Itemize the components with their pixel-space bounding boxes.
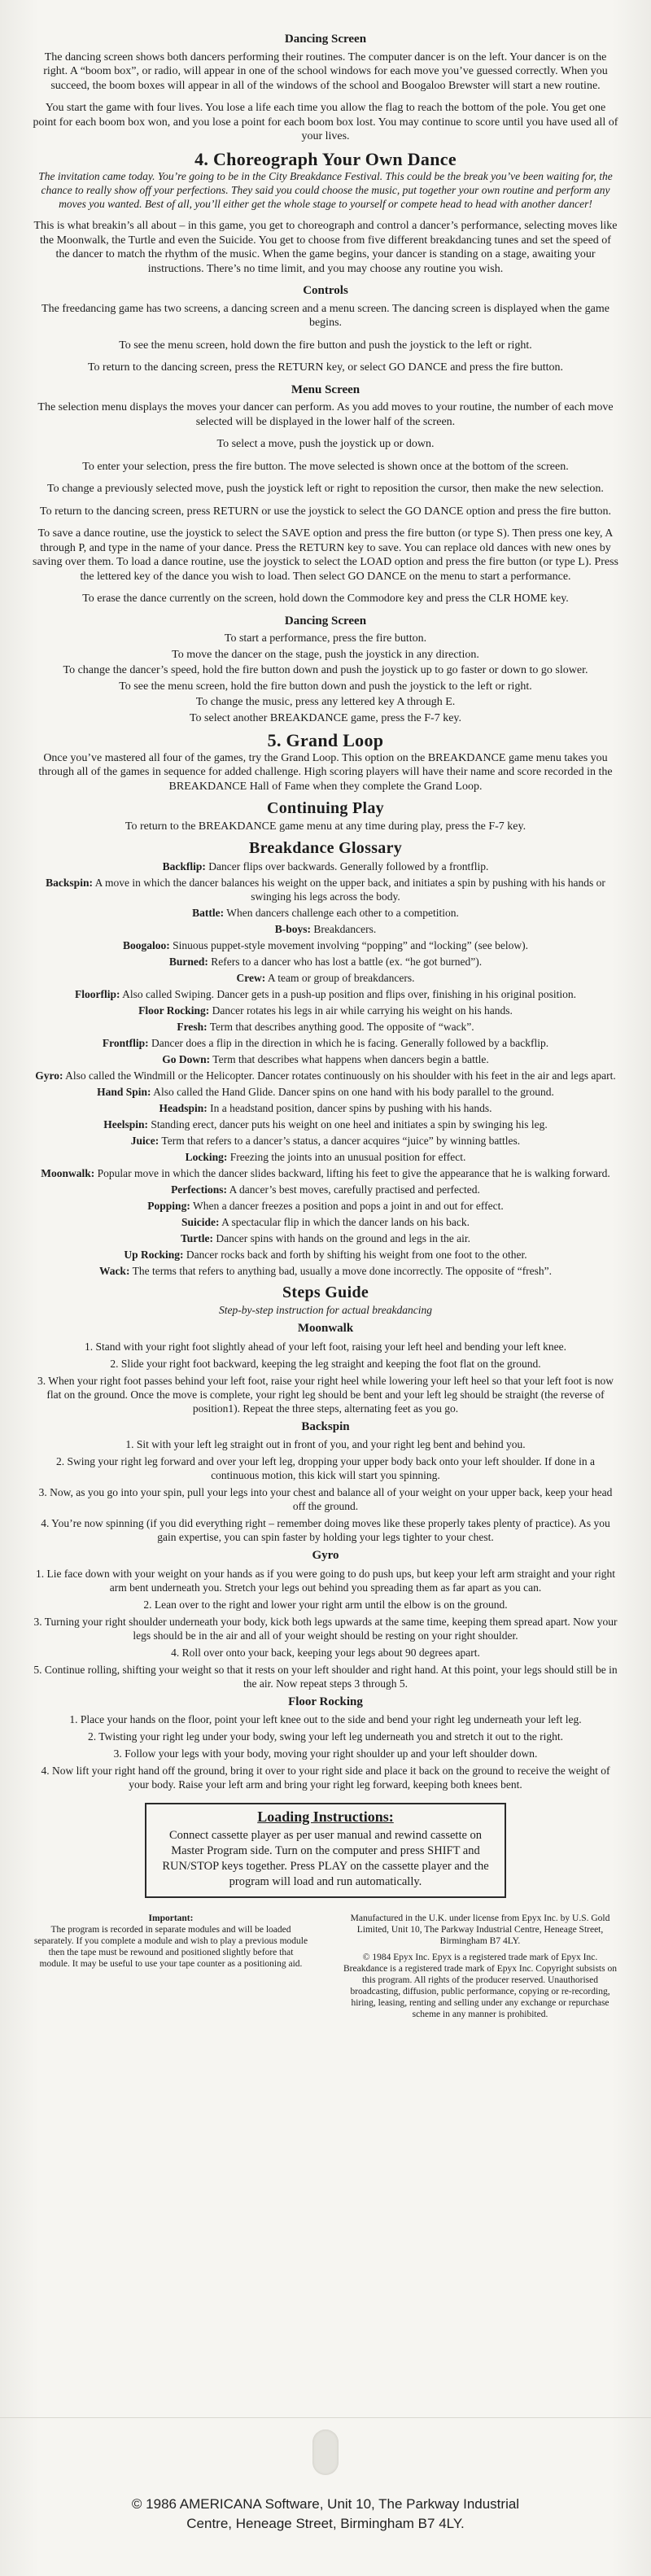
glossary-term: Boogaloo: (123, 938, 170, 951)
glossary-term: Locking: (185, 1150, 228, 1163)
glossary-definition: The terms that refers to anything bad, usually a move done incorrectly. The opposite of “fresh”. (129, 1264, 553, 1277)
glossary-definition: Dancer rocks back and forth by shifting his weight from one foot to the other. (183, 1248, 527, 1261)
glossary-entry (33, 938, 618, 952)
paragraph: To change a previously selected move, push the joystick left or right to reposition the cursor, then make the new selection. (47, 483, 604, 495)
glossary-entry (33, 1183, 618, 1196)
paragraph: To change the music, press any lettered key A through E. (195, 696, 456, 708)
legal-text-2: © 1984 Epyx Inc. Epyx is a registered trade mark of Epyx Inc. Breakdance is a registered trade mark of Epyx Inc. Copyright subsists on this program. All rights of the producer reserved. Unauthorised broadcasting, diffusion, public performance, copying or re-recording, hiring, leasing, renting and selling under any exchange or repurchase scheme in any manner is prohibited. (343, 1953, 617, 2019)
glossary-term: Go Down: (162, 1052, 211, 1065)
glossary-term: Burned: (168, 955, 208, 968)
glossary-entry (33, 922, 618, 936)
glossary-entry (33, 859, 618, 873)
heading-moonwalk: Moonwalk (297, 1322, 354, 1335)
section-continuing-play (33, 799, 618, 833)
glossary-term: Backflip: (162, 859, 206, 873)
step-item: 3. Now, as you go into your spin, pull your legs into your chest and balance all of your weight on your upper back, keep your head off the ground. (38, 1486, 613, 1512)
step-item: 3. Turning your right shoulder underneath your body, kick both legs upwards at the same time, keeping them spread apart. Now your legs should be in the air and all of your weight should be resting on your right shoulder. (33, 1615, 618, 1642)
glossary-term: Heelspin: (103, 1117, 148, 1131)
paragraph: To return to the dancing screen, press the RETURN key, or select GO DANCE and press the fire button. (87, 361, 563, 374)
heading-gyro: Gyro (312, 1549, 339, 1562)
paragraph: The freedancing game has two screens, a dancing screen and a menu screen. The dancing screen is displayed when the game begins. (42, 302, 609, 329)
step-item: 1. Lie face down with your weight on your hands as if you were going to do push ups, but keep your left arm straight and your right arm bent underneath you. Stretch your legs out behind you spreading them as far apart as you can. (36, 1567, 615, 1594)
fold-line (0, 2417, 651, 2418)
paragraph: To change the dancer’s speed, hold the fire button down and push the joystick up to go faster or down to go slower. (63, 664, 588, 676)
copyright-footer (0, 2495, 651, 2534)
glossary-definition: A move in which the dancer balances his weight on the upper back, and initiates a spin by pushing with his hands or swinging his legs across the body. (92, 876, 605, 903)
heading-floor-rocking: Floor Rocking (288, 1695, 363, 1708)
glossary-definition: Standing erect, dancer puts his weight on one heel and initiates a spin by swinging his leg. (147, 1117, 548, 1131)
glossary-entry (33, 1069, 618, 1082)
copyright-line-1: © 1986 AMERICANA Software, Unit 10, The Parkway Industrial (131, 2496, 520, 2512)
glossary-entry (33, 1215, 618, 1229)
heading-controls: Controls (303, 284, 348, 297)
step-item: 2. Slide your right foot backward, keeping the leg straight and keeping the foot flat on the ground. (110, 1357, 541, 1370)
heading-continuing-play: Continuing Play (267, 799, 384, 817)
glossary-definition: Dancer does a flip in the direction in which he is facing. Generally followed by a backflip. (148, 1036, 549, 1049)
gyro-steps (33, 1567, 618, 1690)
glossary-entry (33, 906, 618, 920)
section-steps-guide (33, 1283, 618, 1792)
hang-hole (312, 2429, 339, 2475)
step-item: 4. Now lift your right hand off the ground, bring it over to your right side and place it back on the ground to receive the weight of your body. Raise your left arm and bring your right leg forward, keeping both knees bent. (41, 1765, 610, 1791)
glossary-entry (33, 955, 618, 969)
heading-grand-loop: 5. Grand Loop (267, 730, 384, 750)
glossary-term: Juice: (130, 1134, 159, 1147)
step-item: 3. Follow your legs with your body, moving your right shoulder up and your left shoulder down. (113, 1747, 538, 1760)
heading-glossary: Breakdance Glossary (248, 839, 403, 857)
step-item: 2. Lean over to the right and lower your right arm until the elbow is on the ground. (143, 1598, 508, 1611)
legal-text-1: Manufactured in the U.K. under license from Epyx Inc. by U.S. Gold Limited, Unit 10, The Parkway Industrial Centre, Heneage Street, Birmingham B7 4LY. (350, 1913, 610, 1946)
heading-steps-guide: Steps Guide (282, 1283, 369, 1301)
glossary-definition: Sinuous puppet-style movement involving “popping” and “locking” (see below). (169, 938, 528, 951)
glossary-entry (33, 1101, 618, 1115)
paragraph: Once you’ve mastered all four of the games, try the Grand Loop. This option on the BREAKDANCE game menu takes you through all of the games in sequence for added challenge. High scoring players will have their name and score recorded in the BREAKDANCE Hall of Fame when they complete the Grand Loop. (38, 751, 613, 793)
glossary-definition: Term that refers to a dancer’s status, a dancer acquires “juice” by winning battles. (159, 1134, 521, 1147)
glossary-entry (33, 1036, 618, 1050)
legal-note (342, 1913, 618, 2025)
paragraph: To enter your selection, press the fire button. The move selected is shown once at the bottom of the screen. (82, 460, 569, 473)
heading-backspin: Backspin (301, 1419, 350, 1433)
glossary-term: Up Rocking: (124, 1248, 184, 1261)
paragraph: The selection menu displays the moves your dancer can perform. As you add moves to your routine, the number of each move selected will be displayed in the lower half of the screen. (37, 401, 614, 428)
glossary-definition: Dancer spins with hands on the ground and legs in the air. (212, 1231, 471, 1244)
copyright-line-2: Centre, Heneage Street, Birmingham B7 4LY. (186, 2516, 465, 2531)
glossary-term: Perfections: (171, 1183, 228, 1196)
glossary-term: Backspin: (46, 876, 93, 889)
glossary-term: Popping: (147, 1199, 190, 1212)
important-text: The program is recorded in separate modules and will be loaded separately. If you complete a module and wish to play a previous module then the tape must be rewound and positioned slightly before that module. It may be useful to use your tape counter as a positioning aid. (33, 1925, 308, 1969)
important-title: Important: (148, 1913, 194, 1923)
step-item: 2. Twisting your right leg under your body, swing your left leg underneath you and stretch it out to the right. (88, 1730, 563, 1743)
loading-title: Loading Instructions: (257, 1808, 394, 1825)
section-grand-loop (33, 730, 618, 794)
glossary-term: Battle: (192, 906, 225, 919)
glossary-entry (33, 1134, 618, 1148)
glossary-entry (33, 1020, 618, 1034)
paragraph: This is what breakin’s all about – in this game, you get to choreograph and control a dancer’s performance, selecting moves like the Moonwalk, the Turtle and even the Suicide. You get to choose from five different breakdancing tunes and set the speed of the dancer to match the rhythm of the music. When the game begins, your dancer is standing on a stage, awaiting your instructions. There’s no time limit, and you may choose any routine you wish. (33, 220, 618, 275)
paragraph: To select another BREAKDANCE game, press the F-7 key. (189, 711, 462, 724)
paragraph: To return to the dancing screen, press RETURN or use the joystick to select the GO DANCE option and press the fire button. (40, 505, 611, 518)
paragraph: To erase the dance currently on the screen, hold down the Commodore key and press the CLR HOME key. (82, 593, 569, 605)
paragraph: The dancing screen shows both dancers performing their routines. The computer dancer is on the left. Your dancer is on the right. A “boom box”, or radio, will appear in one of the school windows for each move you’ve guessed correctly. When you succeed, the boom boxes will appear in all of the windows of the school and Boogaloo Brewster will start a new routine. (43, 50, 608, 92)
heading-dancing-screen-2: Dancing Screen (284, 614, 367, 628)
glossary-definition: A dancer’s best moves, carefully practised and perfected. (227, 1183, 480, 1196)
glossary-entry (33, 971, 618, 985)
glossary-definition: Also called Swiping. Dancer gets in a push-up position and flips over, finishing in his original position. (120, 987, 576, 1000)
glossary-term: Crew: (236, 971, 266, 984)
glossary-entry (33, 987, 618, 1001)
glossary-entry (33, 1117, 618, 1131)
glossary-definition: Popular move in which the dancer slides backward, lifting his feet to give the appearance that he is walking forward. (94, 1166, 610, 1179)
glossary-entry (33, 1052, 618, 1066)
glossary-definition: Also called the Hand Glide. Dancer spins on one hand with his body parallel to the ground. (151, 1085, 554, 1098)
step-item: 4. Roll over onto your back, keeping your legs about 90 degrees apart. (171, 1646, 480, 1659)
paragraph: To return to the BREAKDANCE game menu at any time during play, press the F-7 key. (125, 820, 526, 833)
glossary-term: Floor Rocking: (138, 1004, 210, 1017)
paragraph: To start a performance, press the fire button. (224, 632, 427, 645)
glossary-term: Hand Spin: (97, 1085, 151, 1098)
glossary-definition: Breakdancers. (311, 922, 377, 935)
heading-dancing-screen: Dancing Screen (284, 33, 367, 46)
glossary-definition: Also called the Windmill or the Helicopter. Dancer rotates continuously on his shoulder with his feet in the air and legs apart. (63, 1069, 616, 1082)
glossary-definition: In a headstand position, dancer spins by pushing with his hands. (207, 1101, 492, 1114)
loading-text: Connect cassette player as per user manual and rewind cassette on Master Program side. Turn on the computer and press SHIFT and RUN/STOP keys together. Press PLAY on the cassette player and the program will load and run automatically. (162, 1829, 489, 1888)
paragraph: You start the game with four lives. You lose a life each time you allow the flag to reach the bottom of the pole. You get one point for each boom box won, and you lose a point for each boom box lost. You may continue to score until you have used all of your lives. (33, 102, 618, 142)
floor-rocking-steps (33, 1712, 618, 1791)
glossary-definition: When a dancer freezes a position and pops a joint in and out for effect. (190, 1199, 504, 1212)
glossary-definition: A team or group of breakdancers. (265, 971, 415, 984)
intro-text: The invitation came today. You’re going to be in the City Breakdance Festival. This could be the break you’ve been waiting for, the chance to really show off your perfections. They said you could choose the music, put together your own routine and perform any moves you wanted. Best of all, you’ll either get the whole stage to yourself or compete head to head with another dancer! (38, 170, 613, 210)
glossary-definition: Dancer flips over backwards. Generally followed by a frontflip. (205, 859, 489, 873)
step-item: 5. Continue rolling, shifting your weight so that it rests on your left shoulder and right hand. At this point, your legs should still be in the air. Now repeat steps 3 through 5. (33, 1663, 618, 1690)
step-item: 1. Sit with your left leg straight out in front of you, and your right leg bent and behind you. (125, 1438, 526, 1450)
glossary-term: B-boys: (274, 922, 312, 935)
step-item: 1. Place your hands on the floor, point your left knee out to the side and bend your right leg underneath your left leg. (69, 1713, 582, 1725)
step-item: 3. When your right foot passes behind your left foot, raise your right heel while lowering your left heel so that your left foot is now flat on the ground. Once the move is complete, your right leg should be bent and your left leg should be straight (the reverse of position1). Repeat the three steps, alternating feet as you go. (37, 1374, 614, 1415)
glossary-entry (33, 1248, 618, 1262)
steps-note: Step-by-step instruction for actual breakdancing (219, 1304, 432, 1316)
glossary-definition: Refers to a dancer who has lost a battle (ex. “he got burned”). (208, 955, 483, 968)
glossary-definition: Term that describes what happens when dancers begin a battle. (210, 1052, 489, 1065)
glossary-term: Wack: (98, 1264, 130, 1277)
glossary-term: Floorflip: (75, 987, 120, 1000)
paragraph: To save a dance routine, use the joystick to select the SAVE option and press the fire button (or type S). Then press one key, A through P, and type in the name of your dance. Press the RETURN key to save. You can replace old dances with new ones by saving over them. To load a dance routine, use the joystick to select the LOAD option and press the fire button (or type L). Press the lettered key of the dance you wish to load. Then select GO DANCE on the menu to start a performance. (33, 527, 618, 583)
glossary-list (33, 859, 618, 1278)
paragraph: To see the menu screen, hold the fire button down and push the joystick to the left or right. (119, 680, 532, 693)
step-item: 4. You’re now spinning (if you did everything right – remember doing moves like these properly takes plenty of practice). As you gain expertise, you can spin faster by holding your legs tighter to your chest. (41, 1517, 610, 1543)
glossary-term: Fresh: (177, 1020, 208, 1033)
small-print (33, 1913, 618, 2025)
glossary-entry (33, 1004, 618, 1017)
section-glossary (33, 839, 618, 1278)
glossary-entry (33, 1150, 618, 1164)
section-choreograph (33, 148, 618, 726)
important-note (33, 1913, 309, 2025)
moonwalk-steps (33, 1340, 618, 1415)
backspin-steps (33, 1437, 618, 1544)
glossary-definition: A spectacular flip in which the dancer lands on his back. (219, 1215, 470, 1228)
glossary-term: Turtle: (180, 1231, 213, 1244)
glossary-term: Headspin: (159, 1101, 208, 1114)
glossary-entry (33, 1166, 618, 1180)
glossary-definition: Freezing the joints into an unusual position for effect. (227, 1150, 466, 1163)
glossary-term: Frontflip: (102, 1036, 149, 1049)
paragraph: To see the menu screen, hold down the fire button and push the joystick to the left or right. (119, 339, 532, 352)
paragraph: To select a move, push the joystick up or down. (216, 438, 435, 450)
heading-menu-screen: Menu Screen (291, 383, 360, 396)
glossary-entry (33, 1231, 618, 1245)
glossary-term: Gyro: (35, 1069, 63, 1082)
glossary-term: Moonwalk: (41, 1166, 95, 1179)
step-item: 1. Stand with your right foot slightly ahead of your left foot, raising your left heel and bending your left knee. (85, 1340, 566, 1353)
glossary-definition: Dancer rotates his legs in air while carrying his weight on his hands. (209, 1004, 513, 1017)
glossary-entry (33, 1264, 618, 1278)
glossary-term: Suicide: (181, 1215, 220, 1228)
content (33, 28, 618, 2025)
glossary-definition: Term that describes anything good. The opposite of “wack”. (207, 1020, 474, 1033)
section-dancing-screen (33, 33, 618, 144)
heading-choreograph: 4. Choreograph Your Own Dance (194, 148, 457, 169)
glossary-entry (33, 1085, 618, 1099)
glossary-entry (33, 1199, 618, 1213)
paragraph: To move the dancer on the stage, push the joystick in any direction. (172, 648, 479, 661)
loading-instructions-box (145, 1803, 506, 1898)
step-item: 2. Swing your right leg forward and over your left leg, dropping your upper body back onto your left shoulder. If done in a continuous motion, this kick will start you spinning. (55, 1455, 596, 1481)
glossary-entry (33, 876, 618, 903)
glossary-definition: When dancers challenge each other to a competition. (224, 906, 459, 919)
